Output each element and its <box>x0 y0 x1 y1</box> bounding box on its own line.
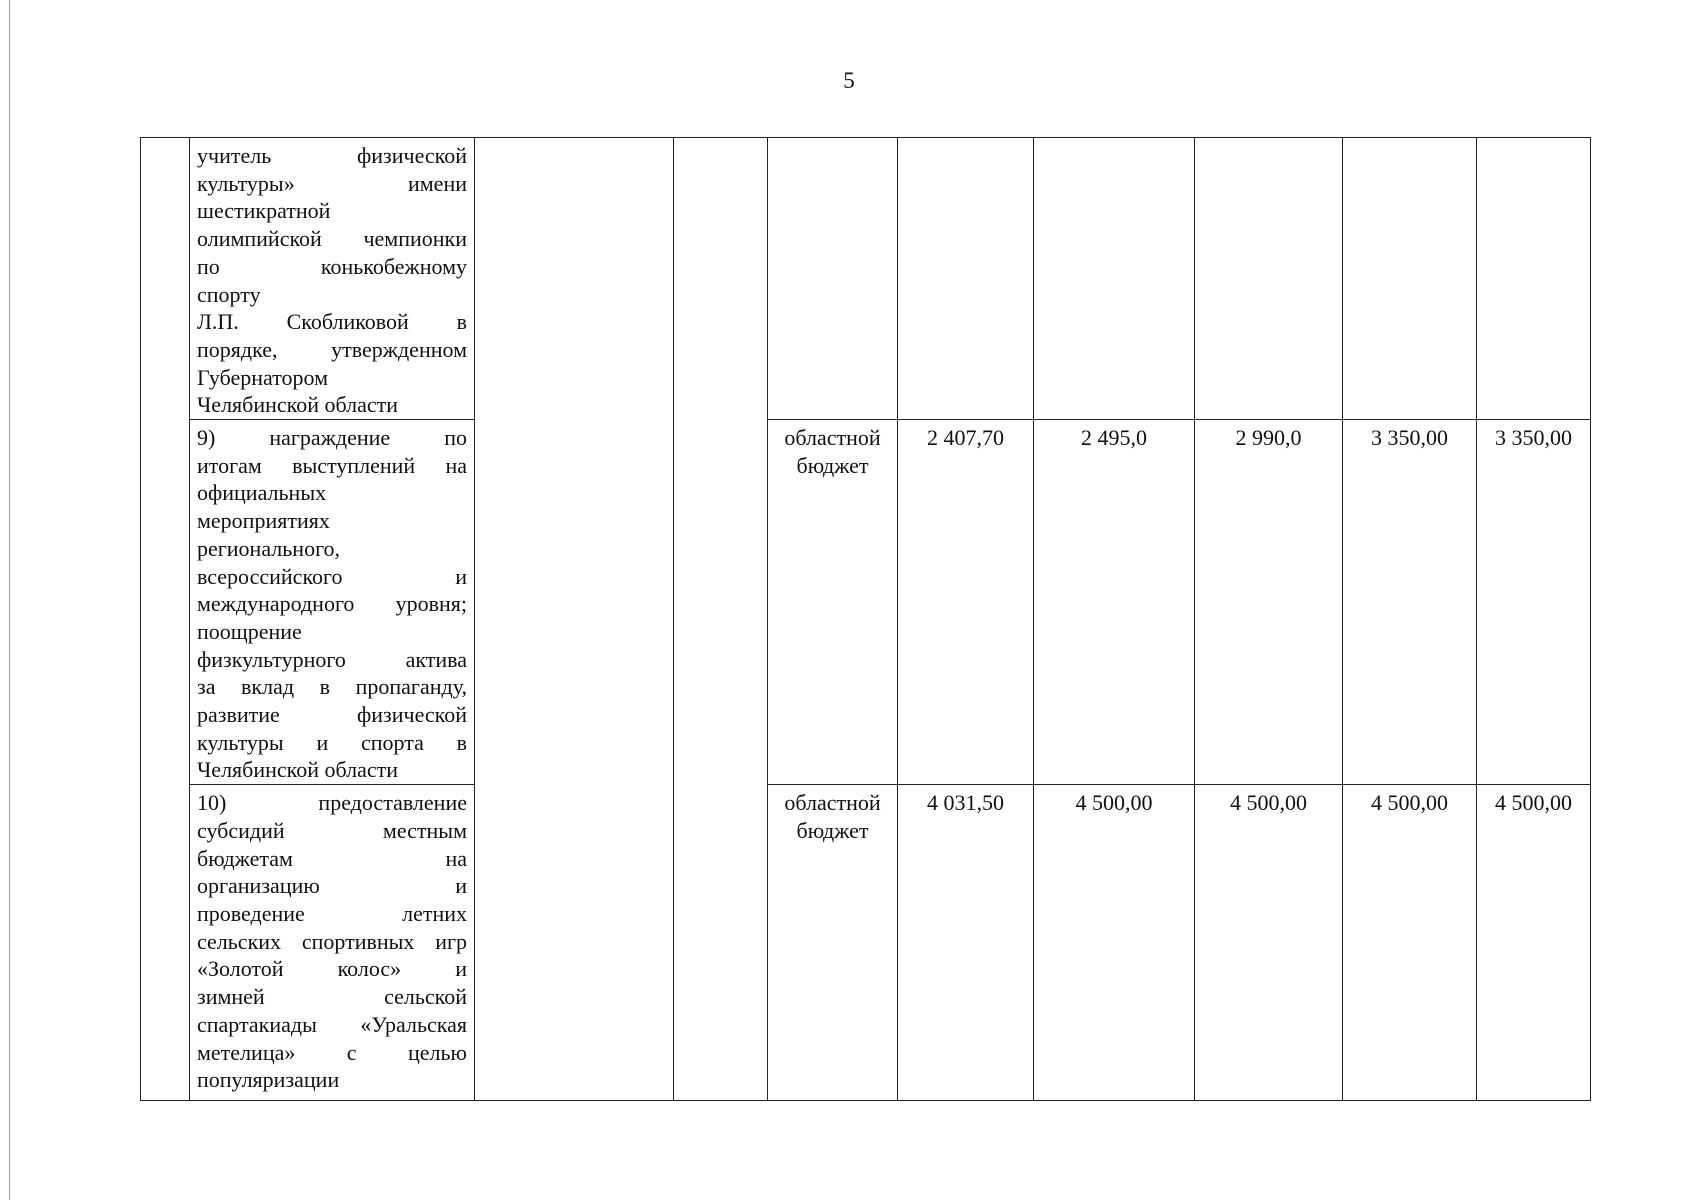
text-line: зимней сельской <box>197 984 467 1010</box>
text-line: порядке, утвержденном <box>197 336 467 362</box>
executor-column-cell <box>475 138 674 1101</box>
text-line: Челябинской области <box>197 392 399 418</box>
value-cell: 4 031,50 <box>898 785 1034 1101</box>
text-line: Л.П. Скобликовой в <box>197 309 467 335</box>
text-line: учитель физической <box>197 143 467 168</box>
text-line: «Золотой колос» и <box>197 956 467 982</box>
value-cell: 4 500,00 <box>1195 785 1343 1101</box>
text-line: субсидий местным <box>197 817 467 843</box>
text-line: Губернатором <box>197 364 329 390</box>
funding-source <box>768 138 898 420</box>
table-row <box>141 785 1591 1101</box>
value-cell <box>1343 138 1477 420</box>
number-column-cell <box>141 138 190 1101</box>
value-cell: 2 495,0 <box>1034 420 1195 785</box>
text-line: поощрение <box>197 618 302 644</box>
text-line: метелица» с целью <box>197 1039 467 1065</box>
text-line: официальных <box>197 480 327 506</box>
text-line: спорту <box>197 281 261 307</box>
text-line: бюджетам на <box>197 845 467 871</box>
text-line: Челябинской области <box>197 757 399 783</box>
table-row <box>141 420 1591 785</box>
value-cell: 3 350,00 <box>1343 420 1477 785</box>
value-cell <box>1477 138 1591 420</box>
table-row <box>141 138 1591 420</box>
period-column-cell <box>674 138 768 1101</box>
program-table <box>140 137 1591 1101</box>
text-line: регионального, <box>197 535 341 561</box>
text-line: олимпийской чемпионки <box>197 226 467 252</box>
value-cell: 4 500,00 <box>1034 785 1195 1101</box>
value-cell <box>1034 138 1195 420</box>
row-description <box>190 420 475 785</box>
funding-source: областной бюджет <box>768 785 898 1101</box>
text-line: 9) награждение по <box>197 425 467 451</box>
text-line: организацию и <box>197 873 467 899</box>
text-line: физкультурного актива <box>197 646 467 672</box>
text-line: по конькобежному <box>197 253 467 279</box>
text-line: культуры» имени <box>197 170 467 196</box>
text-line: сельских спортивных игр <box>197 928 467 954</box>
row-description <box>190 138 475 420</box>
text-line: 10) предоставление <box>197 790 467 816</box>
value-cell: 4 500,00 <box>1343 785 1477 1101</box>
row-description <box>190 785 475 1101</box>
value-cell <box>1195 138 1343 420</box>
text-line: итогам выступлений на <box>197 452 467 478</box>
text-line: развитие физической <box>197 702 467 728</box>
text-line: международного уровня; <box>197 591 467 617</box>
page-left-edge <box>9 0 10 1200</box>
funding-source: областной бюджет <box>768 420 898 785</box>
page-number: 5 <box>843 68 855 93</box>
text-line: шестикратной <box>197 198 331 224</box>
text-line: спартакиады «Уральская <box>197 1011 467 1037</box>
text-line: проведение летних <box>197 900 467 926</box>
text-line: популяризации <box>197 1067 340 1093</box>
value-cell: 3 350,00 <box>1477 420 1591 785</box>
text-line: мероприятиях <box>197 508 330 534</box>
value-cell: 4 500,00 <box>1477 785 1591 1101</box>
text-line: всероссийского и <box>197 563 467 589</box>
value-cell: 2 407,70 <box>898 420 1034 785</box>
value-cell: 2 990,0 <box>1195 420 1343 785</box>
text-line: культуры и спорта в <box>197 729 467 755</box>
text-line: за вклад в пропаганду, <box>197 674 467 700</box>
value-cell <box>898 138 1034 420</box>
